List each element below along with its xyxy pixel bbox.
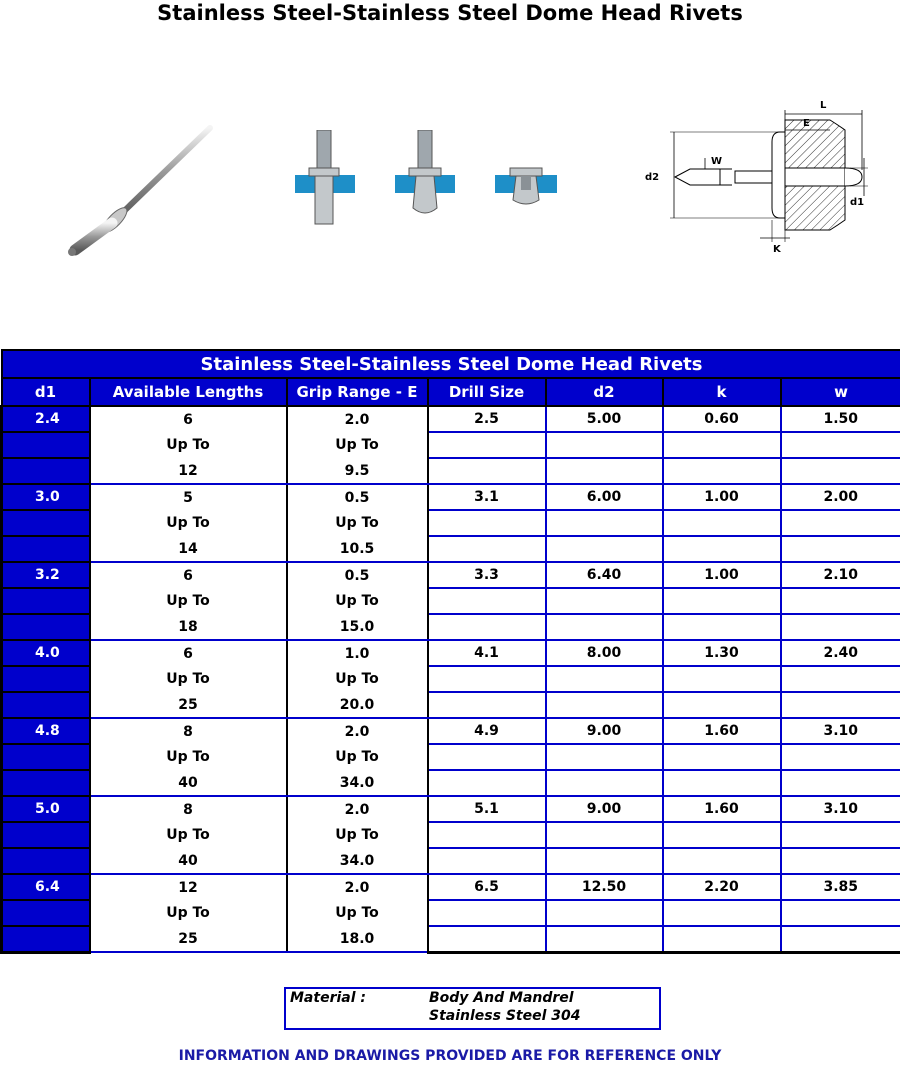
grip-range-cell: 10.5 xyxy=(287,536,428,562)
material-box xyxy=(284,987,661,1030)
d2-cell xyxy=(546,692,663,718)
d1-cell xyxy=(2,770,90,796)
k-cell: 0.60 xyxy=(663,406,781,432)
drill-size-cell: 3.3 xyxy=(428,562,546,588)
drill-size-cell: 4.9 xyxy=(428,718,546,744)
header-d2: d2 xyxy=(546,378,663,406)
grip-range-cell: Up To xyxy=(287,666,428,692)
available-length-cell: Up To xyxy=(90,510,287,536)
table-row xyxy=(2,510,900,536)
d1-cell xyxy=(2,822,90,848)
table-row xyxy=(2,640,900,666)
w-cell xyxy=(781,432,900,458)
available-length-cell: 25 xyxy=(90,926,287,952)
d1-cell xyxy=(2,536,90,562)
drill-size-cell xyxy=(428,614,546,640)
dimension-drawing xyxy=(640,70,880,270)
w-cell xyxy=(781,510,900,536)
d2-cell xyxy=(546,848,663,874)
header-w: w xyxy=(781,378,900,406)
d2-cell xyxy=(546,536,663,562)
d1-cell xyxy=(2,848,90,874)
d2-cell xyxy=(546,926,663,952)
drill-size-cell xyxy=(428,432,546,458)
label-K: K xyxy=(773,244,781,255)
k-cell xyxy=(663,510,781,536)
w-cell xyxy=(781,588,900,614)
d1-cell xyxy=(2,926,90,952)
table-row xyxy=(2,874,900,900)
k-cell xyxy=(663,770,781,796)
table-row xyxy=(2,484,900,510)
k-cell xyxy=(663,432,781,458)
w-cell xyxy=(781,666,900,692)
d1-cell xyxy=(2,900,90,926)
grip-range-cell: 2.0 xyxy=(287,796,428,822)
illustrations xyxy=(0,100,900,280)
available-length-cell: 5 xyxy=(90,484,287,510)
header-d1: d1 xyxy=(2,378,90,406)
d1-cell xyxy=(2,510,90,536)
w-cell xyxy=(781,692,900,718)
k-cell xyxy=(663,900,781,926)
d1-cell xyxy=(2,432,90,458)
table-row xyxy=(2,614,900,640)
d1-cell xyxy=(2,692,90,718)
grip-range-cell: Up To xyxy=(287,744,428,770)
grip-range-cell: 34.0 xyxy=(287,770,428,796)
label-E: E xyxy=(803,118,810,129)
table-row xyxy=(2,822,900,848)
label-W: W xyxy=(711,156,723,167)
w-cell: 3.10 xyxy=(781,796,900,822)
w-cell xyxy=(781,926,900,952)
label-L: L xyxy=(820,100,827,111)
table-row xyxy=(2,458,900,484)
k-cell xyxy=(663,744,781,770)
w-cell xyxy=(781,822,900,848)
k-cell xyxy=(663,848,781,874)
drill-size-cell: 5.1 xyxy=(428,796,546,822)
drill-size-cell xyxy=(428,588,546,614)
d1-cell: 4.8 xyxy=(2,718,90,744)
label-d1: d1 xyxy=(850,197,865,208)
available-length-cell: 40 xyxy=(90,770,287,796)
w-cell xyxy=(781,900,900,926)
table-row xyxy=(2,406,900,432)
d1-cell xyxy=(2,458,90,484)
drill-size-cell xyxy=(428,822,546,848)
grip-range-cell: 34.0 xyxy=(287,848,428,874)
grip-range-cell: Up To xyxy=(287,900,428,926)
available-length-cell: Up To xyxy=(90,744,287,770)
table-row xyxy=(2,770,900,796)
w-cell xyxy=(781,744,900,770)
drill-size-cell xyxy=(428,900,546,926)
table-row xyxy=(2,848,900,874)
d1-cell: 2.4 xyxy=(2,406,90,432)
table-row xyxy=(2,796,900,822)
grip-range-cell: Up To xyxy=(287,432,428,458)
k-cell xyxy=(663,458,781,484)
d2-cell: 8.00 xyxy=(546,640,663,666)
drill-size-cell xyxy=(428,458,546,484)
k-cell: 1.00 xyxy=(663,484,781,510)
d2-cell: 5.00 xyxy=(546,406,663,432)
drill-size-cell: 3.1 xyxy=(428,484,546,510)
d2-cell xyxy=(546,666,663,692)
table-row xyxy=(2,432,900,458)
page-title: Stainless Steel-Stainless Steel Dome Head Rivets xyxy=(157,1,743,25)
grip-range-cell: 2.0 xyxy=(287,406,428,432)
d2-cell xyxy=(546,510,663,536)
w-cell xyxy=(781,848,900,874)
table-row xyxy=(2,744,900,770)
w-cell: 3.85 xyxy=(781,874,900,900)
table-body xyxy=(2,406,900,952)
grip-range-cell: 2.0 xyxy=(287,718,428,744)
d2-cell: 9.00 xyxy=(546,718,663,744)
grip-range-cell: 20.0 xyxy=(287,692,428,718)
drill-size-cell xyxy=(428,666,546,692)
drill-size-cell xyxy=(428,744,546,770)
w-cell xyxy=(781,536,900,562)
installation-stages xyxy=(295,130,565,230)
grip-range-cell: Up To xyxy=(287,510,428,536)
d2-cell: 12.50 xyxy=(546,874,663,900)
d2-cell xyxy=(546,458,663,484)
available-length-cell: 14 xyxy=(90,536,287,562)
grip-range-cell: 15.0 xyxy=(287,614,428,640)
w-cell xyxy=(781,458,900,484)
drill-size-cell xyxy=(428,770,546,796)
k-cell xyxy=(663,666,781,692)
available-length-cell: 18 xyxy=(90,614,287,640)
d1-cell xyxy=(2,588,90,614)
d1-cell: 5.0 xyxy=(2,796,90,822)
grip-range-cell: 0.5 xyxy=(287,484,428,510)
w-cell xyxy=(781,614,900,640)
table-row xyxy=(2,900,900,926)
table-row xyxy=(2,588,900,614)
rivet-photo xyxy=(60,120,220,260)
table-row xyxy=(2,536,900,562)
header-grip-range: Grip Range - E xyxy=(287,378,428,406)
available-length-cell: Up To xyxy=(90,588,287,614)
label-d2: d2 xyxy=(645,172,660,183)
drill-size-cell xyxy=(428,536,546,562)
k-cell: 2.20 xyxy=(663,874,781,900)
table-row xyxy=(2,926,900,952)
w-cell: 2.40 xyxy=(781,640,900,666)
grip-range-cell: 1.0 xyxy=(287,640,428,666)
d1-cell xyxy=(2,744,90,770)
drill-size-cell xyxy=(428,510,546,536)
k-cell xyxy=(663,692,781,718)
d2-cell: 6.00 xyxy=(546,484,663,510)
header-k: k xyxy=(663,378,781,406)
k-cell xyxy=(663,614,781,640)
table-caption: Stainless Steel-Stainless Steel Dome Head Rivets xyxy=(2,350,900,378)
k-cell xyxy=(663,822,781,848)
available-length-cell: Up To xyxy=(90,822,287,848)
available-length-cell: Up To xyxy=(90,666,287,692)
d1-cell: 3.0 xyxy=(2,484,90,510)
d2-cell xyxy=(546,588,663,614)
material-label: Material : xyxy=(290,990,366,1006)
d2-cell xyxy=(546,432,663,458)
drill-size-cell: 6.5 xyxy=(428,874,546,900)
grip-range-cell: 2.0 xyxy=(287,874,428,900)
grip-range-cell: 9.5 xyxy=(287,458,428,484)
material-line2: Stainless Steel 304 xyxy=(429,1008,581,1024)
header-drill-size: Drill Size xyxy=(428,378,546,406)
header-available-lengths: Available Lengths xyxy=(90,378,287,406)
drill-size-cell xyxy=(428,692,546,718)
w-cell: 2.10 xyxy=(781,562,900,588)
disclaimer: INFORMATION AND DRAWINGS PROVIDED ARE FOR REFERENCE ONLY xyxy=(178,1048,722,1064)
k-cell: 1.60 xyxy=(663,718,781,744)
w-cell: 3.10 xyxy=(781,718,900,744)
available-length-cell: 6 xyxy=(90,406,287,432)
table-row xyxy=(2,562,900,588)
grip-range-cell: 18.0 xyxy=(287,926,428,952)
material-line1: Body And Mandrel xyxy=(429,990,574,1006)
d1-cell xyxy=(2,666,90,692)
d2-cell xyxy=(546,900,663,926)
grip-range-cell: Up To xyxy=(287,588,428,614)
k-cell xyxy=(663,588,781,614)
d1-cell: 4.0 xyxy=(2,640,90,666)
w-cell: 2.00 xyxy=(781,484,900,510)
k-cell xyxy=(663,536,781,562)
available-length-cell: 12 xyxy=(90,874,287,900)
grip-range-cell: 0.5 xyxy=(287,562,428,588)
w-cell: 1.50 xyxy=(781,406,900,432)
d2-cell: 6.40 xyxy=(546,562,663,588)
table-row xyxy=(2,692,900,718)
table-row xyxy=(2,718,900,744)
d2-cell xyxy=(546,614,663,640)
k-cell: 1.30 xyxy=(663,640,781,666)
available-length-cell: 6 xyxy=(90,640,287,666)
available-length-cell: 25 xyxy=(90,692,287,718)
drill-size-cell xyxy=(428,926,546,952)
d2-cell: 9.00 xyxy=(546,796,663,822)
drill-size-cell xyxy=(428,848,546,874)
grip-range-cell: Up To xyxy=(287,822,428,848)
w-cell xyxy=(781,770,900,796)
d2-cell xyxy=(546,744,663,770)
k-cell: 1.60 xyxy=(663,796,781,822)
d2-cell xyxy=(546,770,663,796)
k-cell xyxy=(663,926,781,952)
k-cell: 1.00 xyxy=(663,562,781,588)
d1-cell: 3.2 xyxy=(2,562,90,588)
spec-table xyxy=(0,349,900,954)
available-length-cell: 12 xyxy=(90,458,287,484)
table-row xyxy=(2,666,900,692)
available-length-cell: 40 xyxy=(90,848,287,874)
available-length-cell: 8 xyxy=(90,718,287,744)
drill-size-cell: 4.1 xyxy=(428,640,546,666)
available-length-cell: 8 xyxy=(90,796,287,822)
available-length-cell: Up To xyxy=(90,900,287,926)
d1-cell xyxy=(2,614,90,640)
d2-cell xyxy=(546,822,663,848)
d1-cell: 6.4 xyxy=(2,874,90,900)
drill-size-cell: 2.5 xyxy=(428,406,546,432)
available-length-cell: Up To xyxy=(90,432,287,458)
available-length-cell: 6 xyxy=(90,562,287,588)
